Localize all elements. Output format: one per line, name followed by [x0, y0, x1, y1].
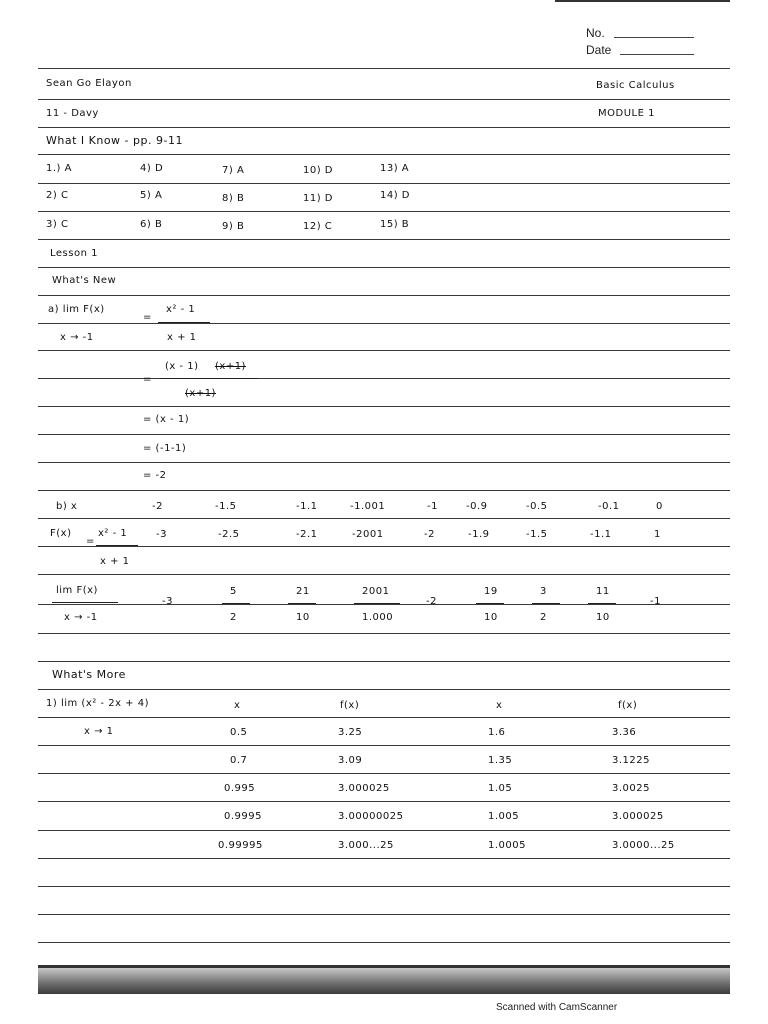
f-value: -2001 [352, 529, 384, 540]
answer-item: 10) D [303, 165, 334, 176]
lim-denominator: 10 [484, 612, 498, 623]
answer-item: 6) B [140, 219, 163, 230]
fraction-bar [476, 603, 504, 604]
lim-value: -2 [426, 596, 437, 607]
more-label: 1) lim (x² - 2x + 4) [46, 698, 149, 709]
ruled-line [38, 406, 730, 407]
lim-denominator: 1.000 [362, 612, 394, 623]
lim-under: x → -1 [64, 612, 98, 623]
answer-item: 14) D [380, 190, 411, 201]
table-cell: 1.6 [488, 727, 506, 738]
table-cell: 0.5 [230, 727, 248, 738]
section: 11 - Davy [46, 108, 99, 119]
ruled-line [38, 604, 730, 605]
part-a-numerator: x² - 1 [166, 304, 196, 315]
ruled-line [38, 99, 730, 100]
table-cell: 0.995 [224, 783, 256, 794]
date-label: Date [586, 43, 612, 57]
lim-value: -3 [162, 596, 173, 607]
answer-item: 3) C [46, 219, 69, 230]
part-a-denominator: x + 1 [167, 332, 197, 343]
table-cell: 3.000025 [612, 811, 664, 822]
more-limit: x → 1 [84, 726, 114, 737]
ruled-line [38, 154, 730, 155]
whats-more-heading: What's More [52, 668, 126, 681]
x-value: -1 [427, 501, 438, 512]
table-cell: 1.05 [488, 783, 513, 794]
fraction-bar [532, 603, 560, 604]
answer-item: 8) B [222, 193, 245, 204]
ruled-line [38, 858, 730, 859]
answer-item: 4) D [140, 163, 164, 174]
answer-item: 11) D [303, 193, 334, 204]
f-numerator: x² - 1 [98, 528, 128, 539]
table-cell: 3.00000025 [338, 811, 404, 822]
ruled-line [38, 68, 730, 69]
lim-value: 2001 [362, 586, 390, 597]
table-cell: 3.0025 [612, 783, 650, 794]
col-header: f(x) [340, 700, 360, 711]
x-value: -2 [152, 501, 163, 512]
x-value: -0.1 [598, 501, 620, 512]
no-label: No. [586, 26, 605, 40]
ruled-line [38, 518, 730, 519]
part-a-limit: x → -1 [60, 332, 94, 343]
f-label: F(x) [50, 528, 72, 539]
table-cell: 3.1225 [612, 755, 650, 766]
ruled-line [38, 434, 730, 435]
table-cell: 1.0005 [488, 840, 526, 851]
answer-item: 2) C [46, 190, 69, 201]
fraction-bar [160, 378, 258, 379]
x-value: -1.001 [350, 501, 386, 512]
ruled-line [38, 914, 730, 915]
fraction-bar [288, 603, 316, 604]
lim-value: -1 [650, 596, 661, 607]
step1-denominator: (x+1) [185, 388, 216, 399]
ruled-line [38, 574, 730, 575]
table-cell: 3.25 [338, 727, 363, 738]
ruled-line [38, 546, 730, 547]
ruled-line [38, 886, 730, 887]
fraction-bar [158, 322, 210, 323]
student-name: Sean Go Elayon [46, 78, 132, 89]
ruled-line [38, 378, 730, 379]
f-value: -2.5 [218, 529, 240, 540]
table-cell: 0.9995 [224, 811, 262, 822]
step1-numerator-b: (x+1) [215, 361, 246, 372]
ruled-line [38, 267, 730, 268]
table-cell: 3.0000...25 [612, 840, 675, 851]
f-value: -1.1 [590, 529, 612, 540]
x-value: -1.1 [296, 501, 318, 512]
ruled-line [38, 633, 730, 634]
fraction-bar [96, 545, 138, 546]
lim-denominator: 2 [540, 612, 547, 623]
lim-value: 19 [484, 586, 498, 597]
table-cell: 0.7 [230, 755, 248, 766]
ruled-line [38, 689, 730, 690]
ruled-line [38, 801, 730, 802]
lim-denominator: 10 [596, 612, 610, 623]
ruled-line [38, 295, 730, 296]
table-cell: 3.000...25 [338, 840, 394, 851]
lim-value: 3 [540, 586, 547, 597]
col-header: x [496, 700, 503, 711]
lim-label: lim F(x) [56, 585, 98, 596]
f-value: -1.5 [526, 529, 548, 540]
lesson-heading: Lesson 1 [50, 248, 98, 259]
ruled-line [38, 661, 730, 662]
ruled-line [38, 350, 730, 351]
x-value: 0 [656, 501, 663, 512]
table-cell: 0.99995 [218, 840, 263, 851]
whats-new-heading: What's New [52, 275, 117, 286]
step1-numerator-a: (x - 1) [165, 361, 199, 372]
answer-item: 5) A [140, 190, 163, 201]
lim-value: 5 [230, 586, 237, 597]
f-denominator: x + 1 [100, 556, 130, 567]
ruled-line [38, 211, 730, 212]
ruled-line [38, 323, 730, 324]
what-i-know-heading: What I Know - pp. 9-11 [46, 134, 183, 147]
top-rule [555, 0, 730, 2]
fraction-bar [588, 603, 616, 604]
fraction-bar [52, 602, 118, 603]
lim-value: 11 [596, 586, 610, 597]
answer-item: 9) B [222, 221, 245, 232]
lim-denominator: 10 [296, 612, 310, 623]
ruled-line [38, 717, 730, 718]
x-value: -0.5 [526, 501, 548, 512]
ruled-line [38, 830, 730, 831]
table-cell: 1.35 [488, 755, 513, 766]
answer-item: 13) A [380, 163, 410, 174]
table-cell: 3.000025 [338, 783, 390, 794]
answer-item: 12) C [303, 221, 333, 232]
part-a-label: a) lim F(x) [48, 304, 105, 315]
ruled-line [38, 773, 730, 774]
ruled-line [38, 462, 730, 463]
lim-denominator: 2 [230, 612, 237, 623]
f-value: -3 [156, 529, 167, 540]
ruled-line [38, 127, 730, 128]
x-value: -1.5 [215, 501, 237, 512]
f-value: -2.1 [296, 529, 318, 540]
ruled-line [38, 745, 730, 746]
ruled-line [38, 942, 730, 943]
f-value: -1.9 [468, 529, 490, 540]
fraction-bar [354, 603, 400, 604]
answer-item: 7) A [222, 165, 245, 176]
subject: Basic Calculus [596, 80, 675, 91]
col-header: f(x) [618, 700, 638, 711]
step2: = (x - 1) [143, 414, 190, 425]
ruled-line [38, 183, 730, 184]
step3: = (-1-1) [143, 443, 187, 454]
date-line [620, 54, 694, 55]
fraction-bar [222, 603, 250, 604]
scanner-watermark: Scanned with CamScanner [496, 1002, 618, 1013]
answer-item: 15) B [380, 219, 410, 230]
notebook-page: No. Date Sean Go Elayon Basic Calculus 11 - Davy MODULE 1 What I Know - pp. 9-11 1.) A 4) D 7) A 10) D 13) A 2) C 5) A 8) B 11) D 14) D 3) C 6) B 9) B 12) C 15) B Lesson 1 What's New a) lim F(x) = x² - 1 x → -1 x + 1 = (x - 1) (x+1) (x+1) = (x - 1) = (-1-1) = -2 b) x -2 -1.5 -1.1 -1.001 -1 -0.9 -0.5 -0.1 0 F(x) = x² - 1 x + 1 -3 -2.5 -2.1 -2001 -2 -1.9 -1.5 -1.1 1 lim F(x) x → -1 -3 5 2 21 10 2001 1.000 -2 19 10 3 2 11 10 -1 What's More 1) lim (x² - 2x + 4) x → 1 x f(x) x f(x) 0.5 3.25 1.6 3.36 0.7 3.09 1.35 3.1225 0.995 3.000025 1.05 3.0025 0.9995 3.00000025 1.005 3.000025 0.99995 3.000...25 1.0005 3.0000...25 Scanned with CamScanner [0, 0, 768, 1024]
f-value: -2 [424, 529, 435, 540]
table-cell: 1.005 [488, 811, 520, 822]
table-cell: 3.09 [338, 755, 363, 766]
no-line [614, 37, 694, 38]
step4: = -2 [143, 470, 167, 481]
f-value: 1 [654, 529, 661, 540]
module: MODULE 1 [598, 108, 655, 119]
table-cell: 3.36 [612, 727, 637, 738]
part-b-x-label: b) x [56, 501, 78, 512]
ruled-line [38, 490, 730, 491]
scan-edge [38, 968, 730, 994]
ruled-line [38, 239, 730, 240]
answer-item: 1.) A [46, 163, 72, 174]
col-header: x [234, 700, 241, 711]
x-value: -0.9 [466, 501, 488, 512]
lim-value: 21 [296, 586, 310, 597]
